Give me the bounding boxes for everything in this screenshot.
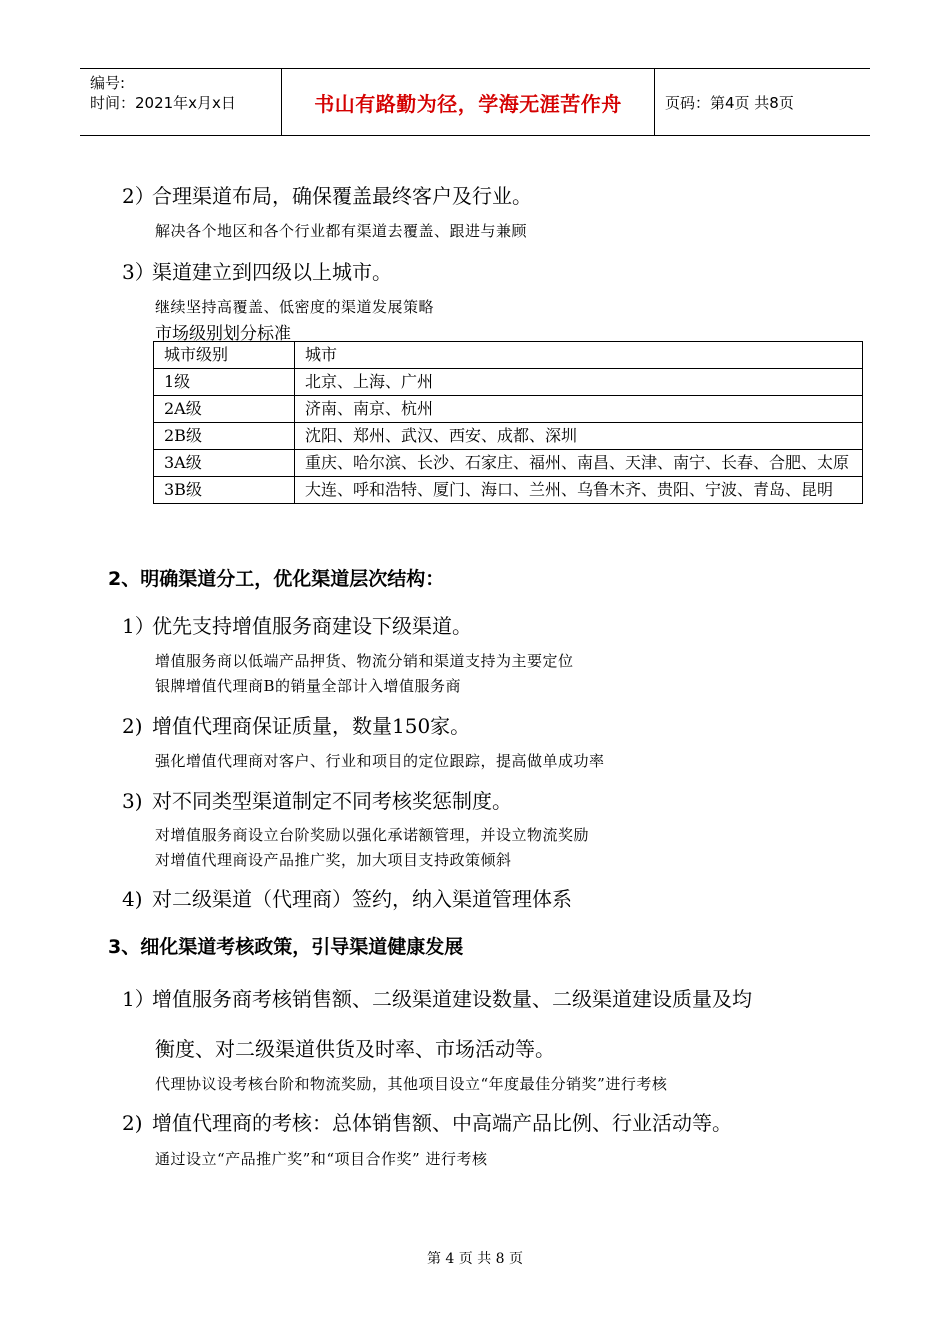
item-number: 4): [122, 887, 143, 911]
item-text: 对二级渠道（代理商）签约，纳入渠道管理体系: [152, 887, 572, 911]
list-item-coverage: [122, 180, 532, 209]
header-page-info: 页码：第4页 共8页: [665, 93, 794, 112]
market-level-table: [153, 341, 863, 504]
note-agreement: 代理协议设考核台阶和物流奖励，其他项目设立“年度最佳分销奖”进行考核: [155, 1075, 668, 1093]
page-header: [80, 68, 870, 136]
table-cell-cities: 沈阳、郑州、武汉、西安、成都、深圳: [295, 423, 863, 450]
item-number: 1）: [122, 614, 155, 638]
item-text-continued: 衡度、对二级渠道供货及时率、市场活动等。: [155, 1037, 555, 1061]
table-row: [154, 423, 863, 450]
item-number: 2): [122, 714, 143, 738]
section-2-title: 2、明确渠道分工，优化渠道层次结构：: [108, 568, 445, 590]
note-awards: 通过设立“产品推广奖”和“项目合作奖” 进行考核: [155, 1150, 488, 1168]
list-item-signing: [122, 883, 572, 912]
note-tracking: 强化增值代理商对客户、行业和项目的定位跟踪，提高做单成功率: [155, 752, 605, 770]
note-coverage: 解决各个地区和各个行业都有渠道去覆盖、跟进与兼顾: [155, 222, 528, 240]
item-text: 优先支持增值服务商建设下级渠道。: [152, 614, 472, 638]
table-row: [154, 450, 863, 477]
table-row: [154, 477, 863, 504]
item-text: 对不同类型渠道制定不同考核奖惩制度。: [152, 789, 512, 813]
item-number: 3): [122, 789, 143, 813]
list-item-city-level: [122, 256, 392, 285]
table-header-row: [154, 342, 863, 369]
item-number: 2）: [122, 184, 155, 208]
table-cell-cities: 重庆、哈尔滨、长沙、石家庄、福州、南昌、天津、南宁、长春、合肥、太原: [295, 450, 863, 477]
list-item-quality: [122, 710, 470, 739]
item-text: 合理渠道布局，确保覆盖最终客户及行业。: [152, 184, 532, 208]
item-text: 增值代理商保证质量，数量150家。: [152, 714, 471, 738]
header-left: [80, 69, 282, 135]
item-number: 2): [122, 1111, 143, 1135]
note-promotion-reward: 对增值代理商设产品推广奖，加大项目支持政策倾斜: [155, 851, 512, 869]
item-text: 增值服务商考核销售额、二级渠道建设数量、二级渠道建设质量及均: [152, 987, 752, 1011]
note-positioning: 增值服务商以低端产品押货、物流分销和渠道支持为主要定位: [155, 652, 574, 670]
section-3-title: 3、细化渠道考核政策，引导渠道健康发展: [108, 936, 464, 958]
note-strategy: 继续坚持高覆盖、低密度的渠道发展策略: [155, 298, 435, 316]
list-item-assessment: [122, 785, 512, 814]
table-cell-level: 3A级: [154, 450, 295, 477]
table-row: [154, 396, 863, 423]
header-motto: 书山有路勤为径，学海无涯苦作舟: [282, 69, 655, 135]
table-header-level: 城市级别: [154, 342, 295, 369]
table-header-cities: 城市: [295, 342, 863, 369]
page-footer: 第 4 页 共 8 页: [426, 1251, 524, 1267]
table-cell-cities: 济南、南京、杭州: [295, 396, 863, 423]
list-item-service-assessment: [122, 983, 752, 1012]
table-title: 市场级别划分标准: [155, 324, 291, 344]
item-text: 渠道建立到四级以上城市。: [152, 260, 392, 284]
table-cell-level: 1级: [154, 369, 295, 396]
item-number: 3）: [122, 260, 155, 284]
table-cell-level: 3B级: [154, 477, 295, 504]
note-step-reward: 对增值服务商设立台阶奖励以强化承诺额管理，并设立物流奖励: [155, 826, 590, 844]
table-cell-cities: 大连、呼和浩特、厦门、海口、兰州、乌鲁木齐、贵阳、宁波、青岛、昆明: [295, 477, 863, 504]
item-number: 1）: [122, 987, 155, 1011]
table-cell-level: 2A级: [154, 396, 295, 423]
table-cell-cities: 北京、上海、广州: [295, 369, 863, 396]
document-number-label: 编号:: [90, 74, 126, 92]
document-date: 时间：2021年x月x日: [90, 94, 236, 112]
table-row: [154, 369, 863, 396]
note-sales-count: 银牌增值代理商B的销量全部计入增值服务商: [155, 677, 462, 695]
list-item-agent-assessment: [122, 1107, 732, 1136]
item-text: 增值代理商的考核：总体销售额、中高端产品比例、行业活动等。: [152, 1111, 732, 1135]
list-item-support: [122, 610, 472, 639]
table-cell-level: 2B级: [154, 423, 295, 450]
